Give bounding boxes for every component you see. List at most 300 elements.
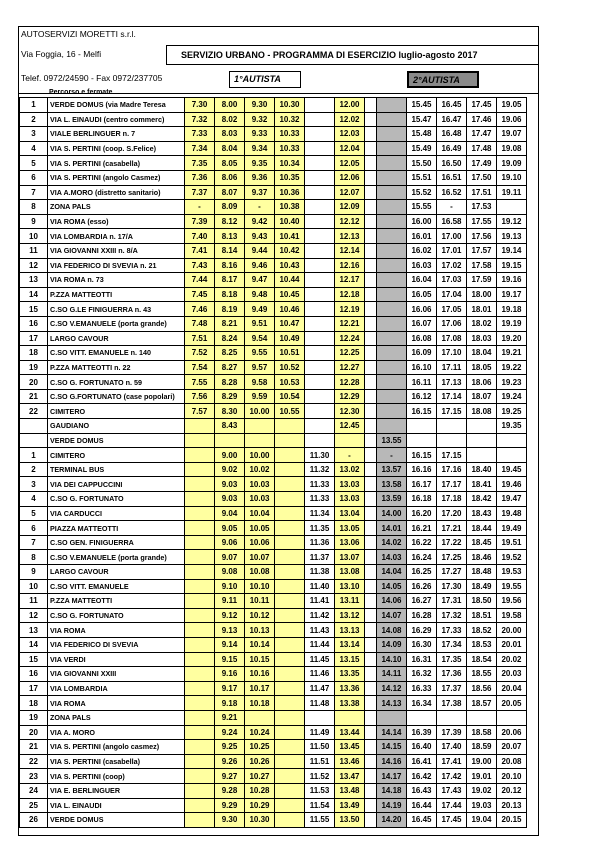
- departure-time: 16.09: [407, 346, 437, 361]
- departure-time: 14.17: [377, 769, 407, 784]
- departure-time: 18.54: [467, 652, 497, 667]
- departure-time: 15.47: [407, 112, 437, 127]
- departure-time: 10.03: [245, 477, 275, 492]
- departure-time: 14.14: [377, 725, 407, 740]
- departure-time: 17.13: [437, 375, 467, 390]
- departure-time: 10.40: [275, 214, 305, 229]
- departure-time: 16.42: [407, 769, 437, 784]
- departure-time: [305, 127, 335, 142]
- departure-time: [185, 448, 215, 463]
- departure-time: 15.49: [407, 141, 437, 156]
- departure-time: 13.36: [335, 681, 365, 696]
- stop-name: GAUDIANO: [48, 419, 185, 434]
- stop-name: VIA S. PERTINI (coop): [48, 769, 185, 784]
- departure-time: [275, 419, 305, 434]
- departure-time: 9.30: [215, 813, 245, 828]
- departure-time: 9.47: [245, 273, 275, 288]
- departure-time: 13.02: [335, 462, 365, 477]
- departure-time: 18.03: [467, 331, 497, 346]
- departure-time: [185, 565, 215, 580]
- departure-time: [365, 681, 377, 696]
- departure-time: -: [377, 448, 407, 463]
- departure-time: 8.25: [215, 346, 245, 361]
- departure-time: 17.49: [467, 156, 497, 171]
- departure-time: 17.53: [467, 200, 497, 215]
- company-name: AUTOSERVIZI MORETTI s.r.l.: [21, 29, 136, 39]
- departure-time: 18.06: [467, 375, 497, 390]
- departure-time: [365, 550, 377, 565]
- departure-time: 12.21: [335, 316, 365, 331]
- departure-time: [365, 710, 377, 725]
- departure-time: [305, 112, 335, 127]
- departure-time: 10.15: [245, 652, 275, 667]
- departure-time: 18.55: [467, 667, 497, 682]
- departure-time: 19.23: [497, 375, 527, 390]
- departure-time: [365, 389, 377, 404]
- departure-time: 9.26: [215, 754, 245, 769]
- departure-time: 17.39: [437, 725, 467, 740]
- departure-time: 19.17: [497, 287, 527, 302]
- departure-time: 10.06: [245, 535, 275, 550]
- departure-time: 10.24: [245, 725, 275, 740]
- departure-time: 9.03: [215, 477, 245, 492]
- departure-time: 13.49: [335, 798, 365, 813]
- departure-time: 10.41: [275, 229, 305, 244]
- departure-time: 8.13: [215, 229, 245, 244]
- departure-time: [365, 214, 377, 229]
- driver1-label: 1°AUTISTA: [229, 71, 301, 88]
- departure-time: [185, 594, 215, 609]
- departure-time: 17.48: [467, 141, 497, 156]
- departure-time: [377, 710, 407, 725]
- departure-time: [185, 754, 215, 769]
- departure-time: [335, 433, 365, 448]
- departure-time: 9.28: [215, 783, 245, 798]
- departure-time: 14.20: [377, 813, 407, 828]
- stop-number: 5: [20, 506, 48, 521]
- stop-number: 13: [20, 273, 48, 288]
- departure-time: 11.42: [305, 608, 335, 623]
- table-row: [20, 229, 527, 244]
- departure-time: 9.24: [215, 725, 245, 740]
- departure-time: [185, 769, 215, 784]
- departure-time: [365, 302, 377, 317]
- departure-time: 10.33: [275, 127, 305, 142]
- departure-time: 12.19: [335, 302, 365, 317]
- departure-time: 12.30: [335, 404, 365, 419]
- departure-time: [377, 127, 407, 142]
- departure-time: [185, 740, 215, 755]
- departure-time: 16.44: [407, 798, 437, 813]
- table-row: [20, 769, 527, 784]
- departure-time: [365, 185, 377, 200]
- departure-time: 12.13: [335, 229, 365, 244]
- stop-number: 16: [20, 316, 48, 331]
- departure-time: 20.07: [497, 740, 527, 755]
- departure-time: [185, 419, 215, 434]
- departure-time: 10.04: [245, 506, 275, 521]
- departure-time: 8.17: [215, 273, 245, 288]
- stop-name: VIA ROMA n. 73: [48, 273, 185, 288]
- table-row: [20, 725, 527, 740]
- departure-time: 10.10: [245, 579, 275, 594]
- departure-time: [365, 200, 377, 215]
- stop-number: 15: [20, 652, 48, 667]
- table-row: [20, 783, 527, 798]
- departure-time: 11.38: [305, 565, 335, 580]
- departure-time: [377, 346, 407, 361]
- departure-time: 19.03: [467, 798, 497, 813]
- stop-name: VIA S. PERTINI (angolo Casmez): [48, 170, 185, 185]
- departure-time: 8.02: [215, 112, 245, 127]
- departure-time: 10.00: [245, 404, 275, 419]
- departure-time: 14.06: [377, 594, 407, 609]
- departure-time: 9.59: [245, 389, 275, 404]
- table-row: [20, 462, 527, 477]
- departure-time: 11.54: [305, 798, 335, 813]
- departure-time: 9.10: [215, 579, 245, 594]
- stop-number: 19: [20, 360, 48, 375]
- departure-time: 9.57: [245, 360, 275, 375]
- departure-time: 18.01: [467, 302, 497, 317]
- stop-name: VIA S. PERTINI (coop. S.Felice): [48, 141, 185, 156]
- departure-time: 16.11: [407, 375, 437, 390]
- departure-time: 17.47: [467, 127, 497, 142]
- departure-time: 20.04: [497, 681, 527, 696]
- departure-time: 19.35: [497, 419, 527, 434]
- departure-time: 9.08: [215, 565, 245, 580]
- departure-time: 19.22: [497, 360, 527, 375]
- departure-time: 17.04: [437, 287, 467, 302]
- table-row: [20, 710, 527, 725]
- departure-time: 14.03: [377, 550, 407, 565]
- departure-time: [377, 170, 407, 185]
- departure-time: 9.58: [245, 375, 275, 390]
- departure-time: 9.04: [215, 506, 245, 521]
- departure-time: 20.12: [497, 783, 527, 798]
- stop-number: 14: [20, 637, 48, 652]
- departure-time: 10.28: [245, 783, 275, 798]
- departure-time: [365, 813, 377, 828]
- departure-time: 8.29: [215, 389, 245, 404]
- departure-time: 9.07: [215, 550, 245, 565]
- schedule-title: SERVIZIO URBANO - PROGRAMMA DI ESERCIZIO luglio-agosto 2017: [166, 45, 539, 65]
- departure-time: [365, 535, 377, 550]
- departure-time: 7.43: [185, 258, 215, 273]
- departure-time: 16.07: [407, 316, 437, 331]
- departure-time: 13.04: [335, 506, 365, 521]
- departure-time: 10.08: [245, 565, 275, 580]
- stop-name: CIMITERO: [48, 448, 185, 463]
- departure-time: 17.42: [437, 769, 467, 784]
- departure-time: 12.14: [335, 243, 365, 258]
- departure-time: [185, 550, 215, 565]
- departure-time: 17.56: [467, 229, 497, 244]
- stop-number: 22: [20, 404, 48, 419]
- stop-number: 18: [20, 346, 48, 361]
- departure-time: 9.30: [245, 98, 275, 113]
- departure-time: 16.06: [407, 302, 437, 317]
- departure-time: [365, 594, 377, 609]
- departure-time: 10.46: [275, 302, 305, 317]
- stop-name: C.SO VITT. EMANUELE: [48, 579, 185, 594]
- departure-time: [275, 637, 305, 652]
- departure-time: 14.18: [377, 783, 407, 798]
- departure-time: 14.08: [377, 623, 407, 638]
- departure-time: 17.06: [437, 316, 467, 331]
- departure-time: 10.11: [245, 594, 275, 609]
- stop-number: 19: [20, 710, 48, 725]
- departure-time: 17.44: [437, 798, 467, 813]
- departure-time: [305, 141, 335, 156]
- departure-time: 10.26: [245, 754, 275, 769]
- departure-time: [185, 608, 215, 623]
- departure-time: [377, 200, 407, 215]
- departure-time: 16.48: [437, 127, 467, 142]
- departure-time: 17.25: [437, 550, 467, 565]
- departure-time: [377, 287, 407, 302]
- departure-time: -: [245, 200, 275, 215]
- table-row: [20, 813, 527, 828]
- departure-time: 9.17: [215, 681, 245, 696]
- departure-time: [365, 448, 377, 463]
- departure-time: 9.51: [245, 316, 275, 331]
- departure-time: [275, 492, 305, 507]
- departure-time: [305, 273, 335, 288]
- departure-time: 14.09: [377, 637, 407, 652]
- table-row: [20, 258, 527, 273]
- table-row: [20, 331, 527, 346]
- departure-time: 17.01: [437, 243, 467, 258]
- departure-time: 8.27: [215, 360, 245, 375]
- departure-time: 14.11: [377, 667, 407, 682]
- stop-name: VIA S. PERTINI (angolo casmez): [48, 740, 185, 755]
- departure-time: 13.05: [335, 521, 365, 536]
- departure-time: 17.38: [437, 696, 467, 711]
- stop-number: 8: [20, 200, 48, 215]
- departure-time: [377, 214, 407, 229]
- departure-time: 10.17: [245, 681, 275, 696]
- stop-name: VIA ROMA: [48, 696, 185, 711]
- departure-time: 13.55: [377, 433, 407, 448]
- departure-time: [377, 302, 407, 317]
- departure-time: [377, 316, 407, 331]
- departure-time: 19.21: [497, 346, 527, 361]
- departure-time: [185, 462, 215, 477]
- departure-time: 17.27: [437, 565, 467, 580]
- departure-time: 17.59: [467, 273, 497, 288]
- departure-time: 17.35: [437, 652, 467, 667]
- departure-time: 19.19: [497, 316, 527, 331]
- departure-time: 18.52: [467, 623, 497, 638]
- stop-number: 2: [20, 112, 48, 127]
- departure-time: 15.51: [407, 170, 437, 185]
- departure-time: [305, 360, 335, 375]
- departure-time: 16.49: [437, 141, 467, 156]
- departure-time: [305, 433, 335, 448]
- departure-time: 18.02: [467, 316, 497, 331]
- departure-time: 7.40: [185, 229, 215, 244]
- departure-time: 16.34: [407, 696, 437, 711]
- departure-time: 10.03: [245, 492, 275, 507]
- departure-time: [305, 331, 335, 346]
- departure-time: 12.07: [335, 185, 365, 200]
- departure-time: [275, 754, 305, 769]
- stop-name: C.SO G.LE FINIGUERRA n. 43: [48, 302, 185, 317]
- departure-time: 11.55: [305, 813, 335, 828]
- departure-time: 10.44: [275, 273, 305, 288]
- departure-time: [305, 229, 335, 244]
- departure-time: 16.04: [407, 273, 437, 288]
- departure-time: 9.16: [215, 667, 245, 682]
- departure-time: 19.05: [497, 98, 527, 113]
- departure-time: 13.06: [335, 535, 365, 550]
- departure-time: [365, 316, 377, 331]
- departure-time: [407, 419, 437, 434]
- table-row: [20, 623, 527, 638]
- table-row: [20, 346, 527, 361]
- table-row: [20, 652, 527, 667]
- departure-time: 18.49: [467, 579, 497, 594]
- departure-time: 11.35: [305, 521, 335, 536]
- departure-time: 7.36: [185, 170, 215, 185]
- departure-time: 16.17: [407, 477, 437, 492]
- departure-time: 10.52: [275, 360, 305, 375]
- departure-time: [185, 783, 215, 798]
- departure-time: [275, 667, 305, 682]
- departure-time: 12.12: [335, 214, 365, 229]
- departure-time: 9.00: [215, 448, 245, 463]
- departure-time: [275, 783, 305, 798]
- departure-time: 17.40: [437, 740, 467, 755]
- departure-time: 17.31: [437, 594, 467, 609]
- departure-time: [437, 419, 467, 434]
- departure-time: 20.10: [497, 769, 527, 784]
- departure-time: 16.01: [407, 229, 437, 244]
- stop-number: 9: [20, 214, 48, 229]
- departure-time: [365, 783, 377, 798]
- departure-time: 18.42: [467, 492, 497, 507]
- departure-time: [365, 608, 377, 623]
- departure-time: 15.52: [407, 185, 437, 200]
- stop-name: C.SO G. FORTUNATO: [48, 608, 185, 623]
- departure-time: [365, 667, 377, 682]
- stop-number: [20, 419, 48, 434]
- stop-number: 22: [20, 754, 48, 769]
- departure-time: [365, 346, 377, 361]
- departure-time: 16.33: [407, 681, 437, 696]
- departure-time: 18.41: [467, 477, 497, 492]
- departure-time: 20.03: [497, 667, 527, 682]
- departure-time: [305, 200, 335, 215]
- departure-time: [467, 448, 497, 463]
- driver2-label: 2°AUTISTA: [407, 71, 479, 88]
- departure-time: 9.15: [215, 652, 245, 667]
- departure-time: [185, 798, 215, 813]
- departure-time: 20.13: [497, 798, 527, 813]
- stop-name: VIA A. MORO: [48, 725, 185, 740]
- departure-time: 8.06: [215, 170, 245, 185]
- stop-name: P.ZZA MATTEOTTI: [48, 287, 185, 302]
- departure-time: 13.10: [335, 579, 365, 594]
- departure-time: 11.40: [305, 579, 335, 594]
- departure-time: 17.46: [467, 112, 497, 127]
- stop-name: TERMINAL BUS: [48, 462, 185, 477]
- departure-time: 11.51: [305, 754, 335, 769]
- table-row: [20, 389, 527, 404]
- departure-time: [185, 535, 215, 550]
- departure-time: [245, 710, 275, 725]
- departure-time: 14.13: [377, 696, 407, 711]
- departure-time: [377, 404, 407, 419]
- departure-time: 17.11: [437, 360, 467, 375]
- departure-time: [305, 346, 335, 361]
- departure-time: [305, 156, 335, 171]
- departure-time: 7.57: [185, 404, 215, 419]
- departure-time: 12.25: [335, 346, 365, 361]
- departure-time: [365, 521, 377, 536]
- stop-name: C.SO G. FORTUNATO n. 59: [48, 375, 185, 390]
- departure-time: [275, 550, 305, 565]
- departure-time: [377, 98, 407, 113]
- stop-number: 4: [20, 141, 48, 156]
- stop-number: 8: [20, 550, 48, 565]
- departure-time: 9.12: [215, 608, 245, 623]
- table-row: [20, 594, 527, 609]
- stop-name: C.SO V.EMANUELE (porta grande): [48, 550, 185, 565]
- departure-time: 10.30: [275, 98, 305, 113]
- departure-time: 11.37: [305, 550, 335, 565]
- departure-time: 17.50: [467, 170, 497, 185]
- departure-time: 8.43: [215, 419, 245, 434]
- departure-time: 17.43: [437, 783, 467, 798]
- timetable: [19, 97, 527, 828]
- departure-time: 17.00: [437, 229, 467, 244]
- table-row: [20, 754, 527, 769]
- departure-time: 9.32: [245, 112, 275, 127]
- departure-time: [305, 214, 335, 229]
- departure-time: 13.35: [335, 667, 365, 682]
- departure-time: [497, 200, 527, 215]
- stop-name: ZONA PALS: [48, 200, 185, 215]
- departure-time: 16.40: [407, 740, 437, 755]
- departure-time: 7.44: [185, 273, 215, 288]
- departure-time: 17.14: [437, 389, 467, 404]
- stop-name: VIALE BERLINGUER n. 7: [48, 127, 185, 142]
- departure-time: 10.43: [275, 258, 305, 273]
- departure-time: [275, 725, 305, 740]
- departure-time: 19.00: [467, 754, 497, 769]
- departure-time: 17.20: [437, 506, 467, 521]
- departure-time: 17.51: [467, 185, 497, 200]
- stop-number: 24: [20, 783, 48, 798]
- departure-time: 19.09: [497, 156, 527, 171]
- departure-time: 16.28: [407, 608, 437, 623]
- departure-time: 19.07: [497, 127, 527, 142]
- departure-time: 20.02: [497, 652, 527, 667]
- departure-time: 8.16: [215, 258, 245, 273]
- stop-name: VERDE DOMUS: [48, 813, 185, 828]
- departure-time: 9.25: [215, 740, 245, 755]
- departure-time: 16.22: [407, 535, 437, 550]
- stop-number: 17: [20, 681, 48, 696]
- departure-time: 17.55: [467, 214, 497, 229]
- stop-name: CIMITERO: [48, 404, 185, 419]
- departure-time: 18.05: [467, 360, 497, 375]
- stop-number: 17: [20, 331, 48, 346]
- departure-time: 18.00: [467, 287, 497, 302]
- departure-time: 17.34: [437, 637, 467, 652]
